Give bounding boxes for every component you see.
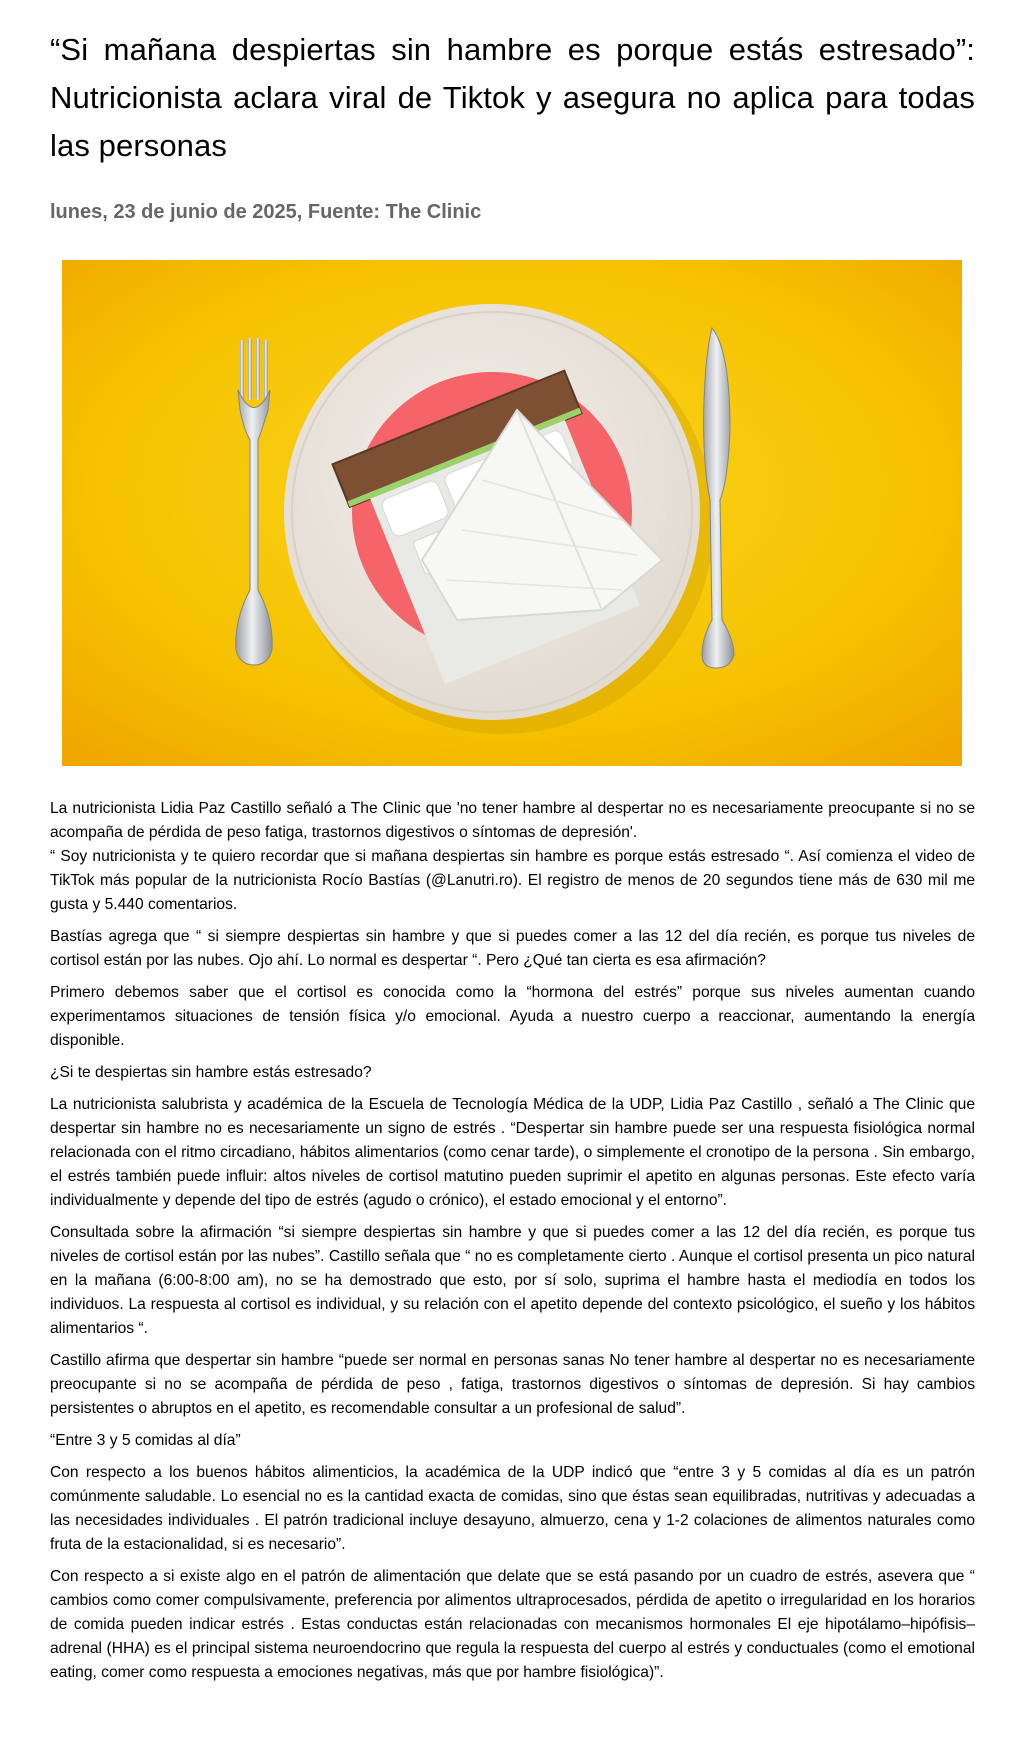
article-body [50,797,975,1693]
paragraph: Con respecto a si existe algo en el patrón de alimentación que delate que se está pasando por un cuadro de estrés, asevera que “ cambios como comer compulsivamente, preferencia por alimentos ultraprocesados, pérdida de apetito o irregularidad en los horarios de comida pueden indicar estrés . Estas conductas están relacionadas con mecanismos hormonales El eje hipotálamo–hipófisis–adrenal (HHA) es el principal sistema neuroendocrino que regula la respuesta del cuerpo al estrés y conductuales (como el emotional eating, comer como respuesta a emociones negativas, más que por hambre fisiológica)”. [50,1568,975,1681]
section-heading: ¿Si te despiertas sin hambre estás estresado? [50,1064,372,1081]
section-heading: “Entre 3 y 5 comidas al día” [50,1432,241,1449]
article-title: “Si mañana despiertas sin hambre es porque estás estresado”: Nutricionista aclara viral de Tiktok y asegura no aplica para todas las personas [50,32,975,163]
paragraph: Con respecto a los buenos hábitos alimenticios, la académica de la UDP indicó que “entre 3 y 5 comidas al día es un patrón comúnmente saludable. Lo esencial no es la cantidad exacta de comidas, sino que éstas sean equilibradas, nutritivas y adecuadas a las necesidades individuales . El patrón tradicional incluye desayuno, almuerzo, cena y 1-2 colaciones de alimentos naturales como fruta de la estacionalidad, si es necesario”. [50,1464,975,1553]
plate-with-bed-illustration-icon [62,260,962,766]
paragraph: Bastías agrega que “ si siempre despiertas sin hambre y que si puedes comer a las 12 del día recién, es porque tus niveles de cortisol están por las nubes. Ojo ahí. Lo normal es despertar “. Pero ¿Qué tan cierta es esa afirmación? [50,928,975,969]
paragraph: Primero debemos saber que el cortisol es conocida como la “hormona del estrés” porque sus niveles aumentan cuando experimentamos situaciones de tensión física y/o emocional. Ayuda a nuestro cuerpo a reaccionar, aumentando la energía disponible. [50,984,975,1049]
paragraph: Consultada sobre la afirmación “si siempre despiertas sin hambre y que si puedes comer a las 12 del día recién, es porque tus niveles de cortisol están por las nubes”. Castillo señala que “ no es completamente cierto . Aunque el cortisol presenta un pico natural en la mañana (6:00-8:00 am), no se ha demostrado que esto, por sí solo, suprima el hambre hasta el mediodía en todos los individuos. La respuesta al cortisol es individual, y su relación con el apetito depende del contexto psicológico, el sueño y los hábitos alimentarios “. [50,1224,975,1337]
article [50,0,975,1681]
paragraph: La nutricionista Lidia Paz Castillo señaló a The Clinic que 'no tener hambre al despertar no es necesariamente preocupante si no se acompaña de pérdida de peso fatiga, trastornos digestivos o síntomas de depresión'. [50,800,975,841]
hero-image [62,260,962,766]
paragraph: La nutricionista salubrista y académica de la Escuela de Tecnología Médica de la UDP, Lidia Paz Castillo , señaló a The Clinic que despertar sin hambre no es necesariamente un signo de estrés . “Despertar sin hambre puede ser una respuesta fisiológica normal relacionada con el ritmo circadiano, hábitos alimentarios (como cenar tarde), o simplemente el cronotipo de la persona . Sin embargo, el estrés también puede influir: altos niveles de cortisol matutino pueden suprimir el apetito en algunas personas. Este efecto varía individualmente y depende del tipo de estrés (agudo o crónico), el estado emocional y el entorno”. [50,1096,975,1209]
paragraph: Castillo afirma que despertar sin hambre “puede ser normal en personas sanas No tener hambre al despertar no es necesariamente preocupante si no se acompaña de pérdida de peso , fatiga, trastornos digestivos o síntomas de depresión. Si hay cambios persistentes o abruptos en el apetito, es recomendable consultar a un profesional de salud”. [50,1352,975,1417]
article-meta: lunes, 23 de junio de 2025, Fuente: The Clinic [50,201,482,223]
paragraph: “ Soy nutricionista y te quiero recordar que si mañana despiertas sin hambre es porque estás estresado “. Así comienza el video de TikTok más popular de la nutricionista Rocío Bastías (@Lanutri.ro). El registro de menos de 20 segundos tiene más de 630 mil me gusta y 5.440 comentarios. [50,848,975,913]
